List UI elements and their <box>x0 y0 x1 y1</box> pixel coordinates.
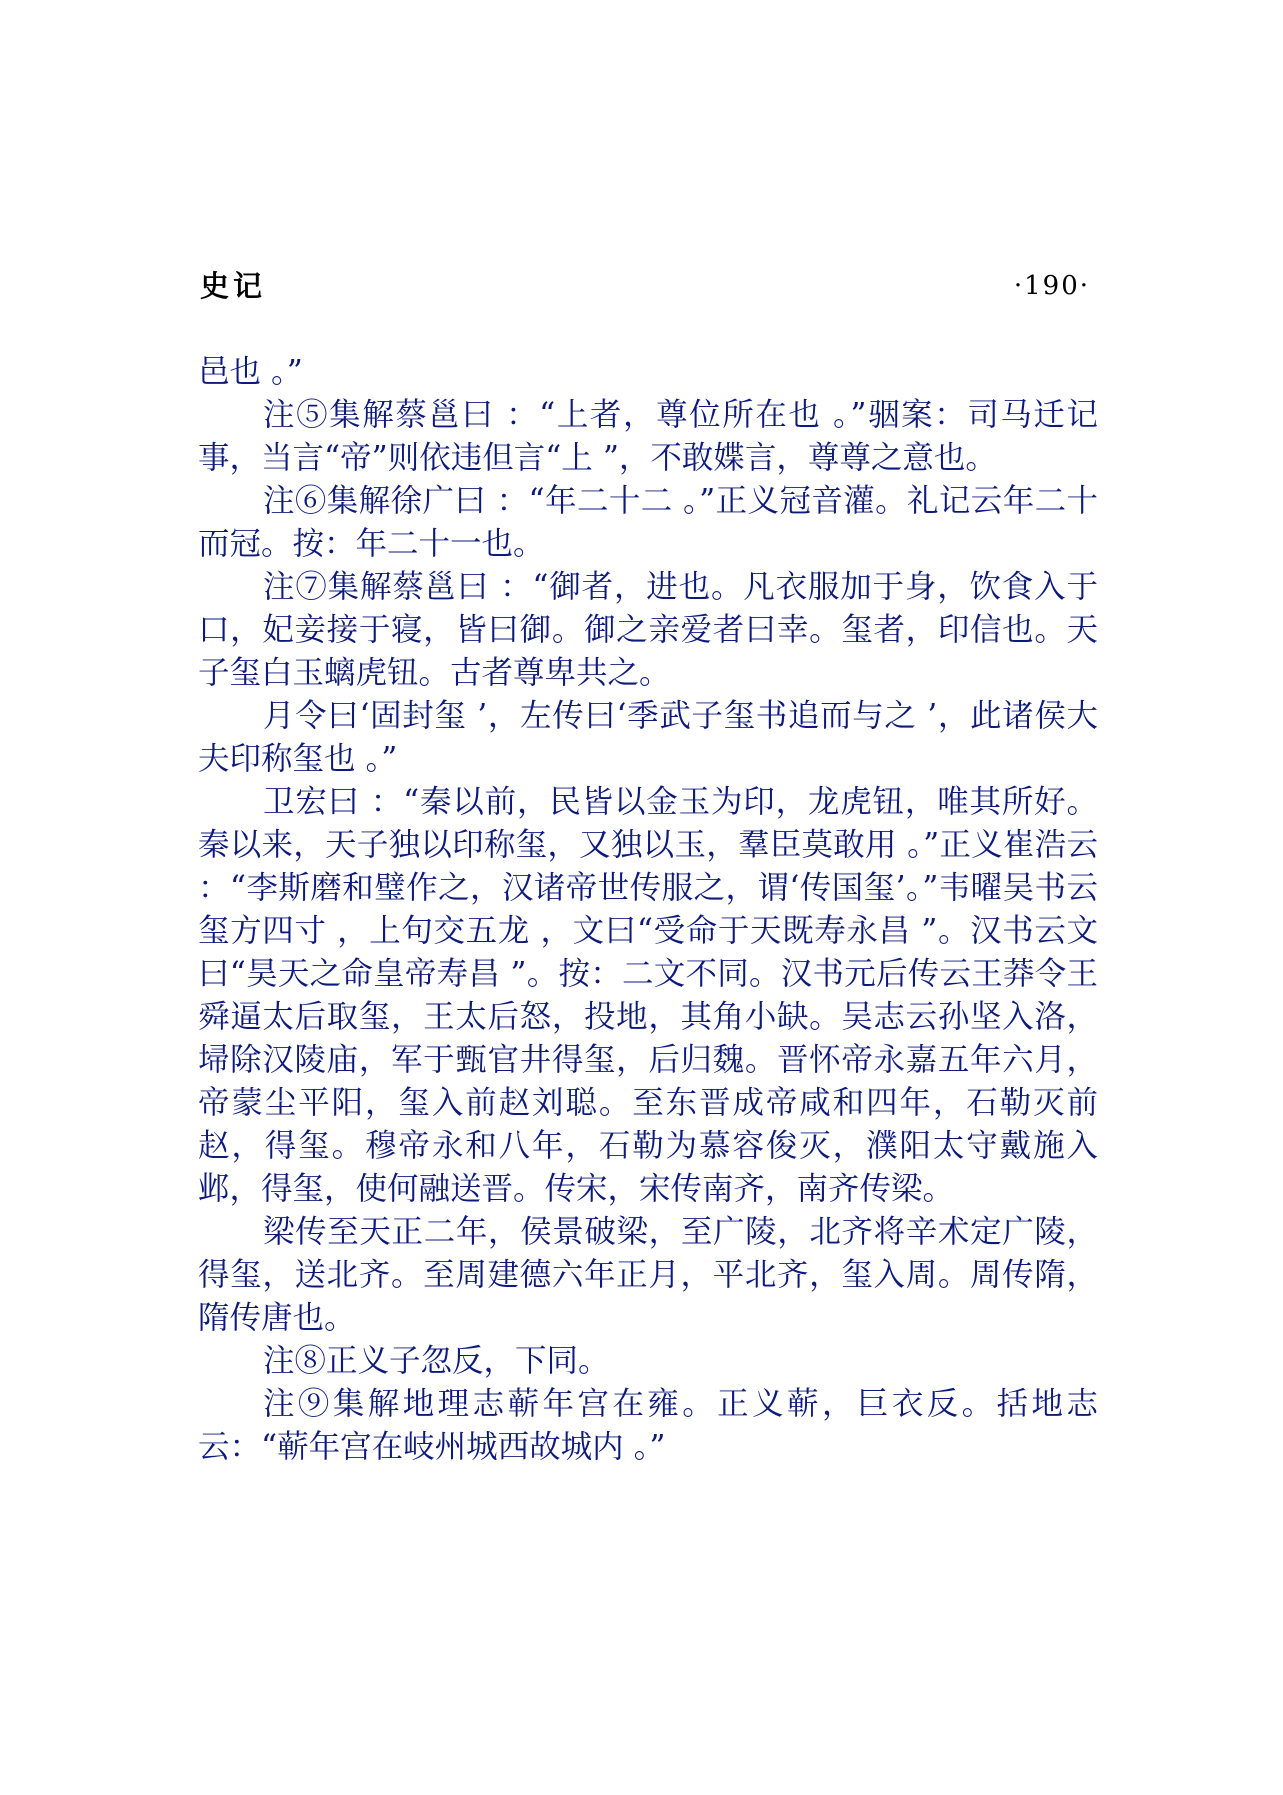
paragraph: 注⑦集解蔡邕曰 ：“御者，进也。凡衣服加于身，饮食入于口，妃妾接于寝，皆曰御。御之亲爱者曰幸。玺者，印信也。天子玺白玉螭虎钮。古者尊卑共之。 <box>198 569 1098 691</box>
paragraph: 月令曰‘固封玺 ’，左传曰‘季武子玺书追而与之 ’，此诸侯大夫印称玺也 。” <box>198 698 1098 777</box>
paragraph: 注⑧正义子忽反，下同。 <box>263 1343 610 1379</box>
paragraph: 注⑨集解地理志蕲年宫在雍。正义蕲，巨衣反。括地志云：“蕲年宫在岐州城西故城内 。” <box>198 1386 1098 1465</box>
body-text <box>198 351 1098 1469</box>
book-title: 史记 <box>200 269 267 303</box>
page-number: ·190· <box>1013 271 1090 301</box>
paragraph: 注⑥集解徐广曰 ：“年二十二 。”正义冠音灌。礼记云年二十而冠。按：年二十一也。 <box>198 483 1098 562</box>
paragraph: 注⑤集解蔡邕曰 ：“上者，尊位所在也 。”骃案：司马迁记事，当言“帝”则依违但言“上 ”，不敢媟言，尊尊之意也。 <box>198 397 1098 476</box>
paragraph: 卫宏曰 ：“秦以前，民皆以金玉为印，龙虎钮，唯其所好。秦以来，天子独以印称玺，又独以玉，羣臣莫敢用 。”正义崔浩云 ：“李斯磨和璧作之，汉诸帝世传服之，谓‘传国玺’。”韦曜吴书云玺方四寸 ，上句交五龙 ，文曰“受命于天既寿永昌 ”。汉书云文曰“昊天之命皇帝寿昌 ”。按：二文不同。汉书元后传云王莽令王舜逼太后取玺，王太后怒，投地，其角小缺。吴志云孙坚入洛，埽除汉陵庙，军于甄官井得玺，后归魏。晋怀帝永嘉五年六月，帝蒙尘平阳，玺入前赵刘聪。至东晋成帝咸和四年，石勒灭前赵，得玺。穆帝永和八年，石勒为慕容俊灭，濮阳太守戴施入邺，得玺，使何融送晋。传宋，宋传南齐，南齐传梁。 <box>198 784 1098 1207</box>
paragraph: 邑也 。” <box>198 354 303 390</box>
running-header <box>200 266 1090 306</box>
paragraph: 梁传至天正二年，侯景破梁，至广陵，北齐将辛术定广陵，得玺，送北齐。至周建德六年正月，平北齐，玺入周。周传隋，隋传唐也。 <box>198 1214 1098 1336</box>
